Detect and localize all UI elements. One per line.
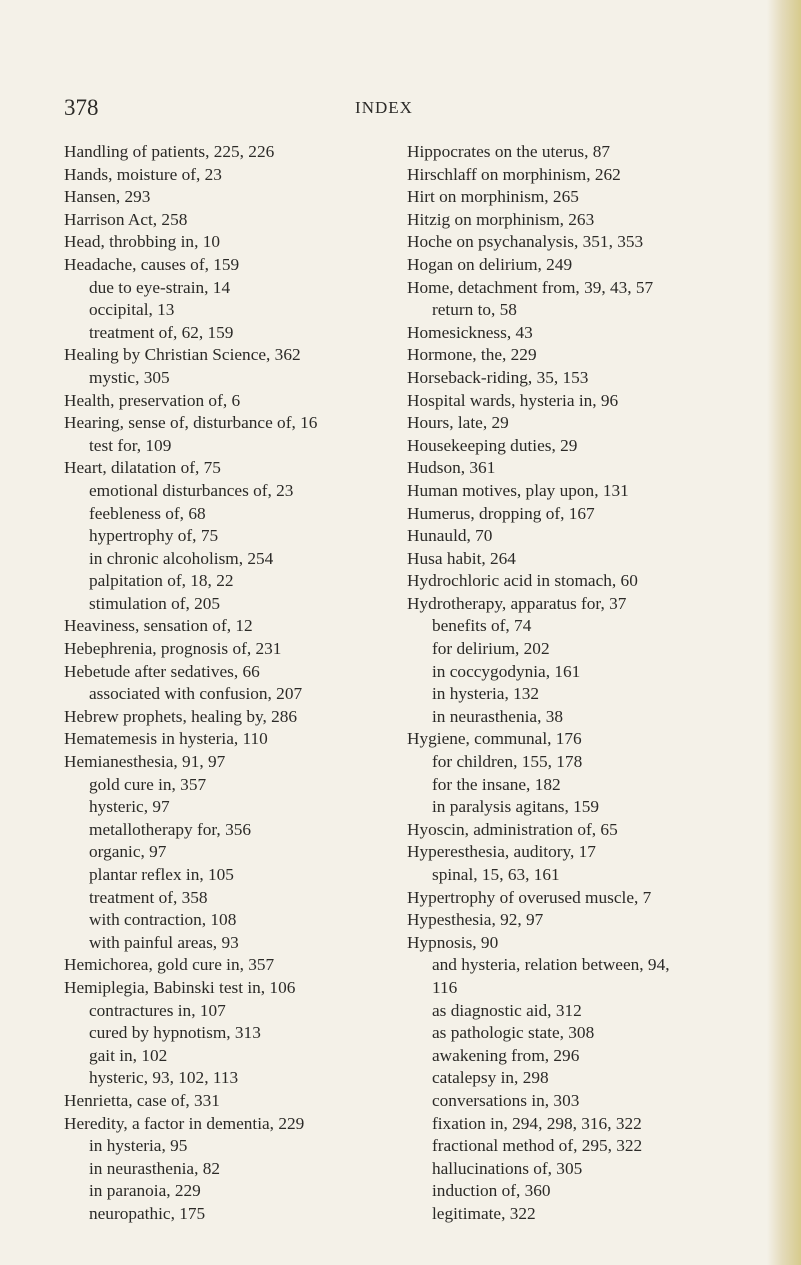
index-entry: Homesickness, 43 [407,322,533,342]
index-entry: Hygiene, communal, 176 [407,729,582,749]
index-subentry: with contraction, 108 [89,910,237,930]
index-subentry: in paralysis agitans, 159 [432,797,600,817]
index-entry: Handling of patients, 225, 226 [64,142,275,161]
index-subentry: in hysteria, 132 [432,684,540,704]
index-entry: Heaviness, sensation of, 12 [64,616,253,636]
index-entry: Husa habit, 264 [407,548,516,568]
index-entry: Hydrochloric acid in stomach, 60 [407,571,638,591]
index-entry: Hours, late, 29 [407,413,509,433]
index-entry: Healing by Christian Science, 362 [64,345,301,365]
index-entry: Hoche on psychanalysis, 351, 353 [407,232,644,252]
index-entry: Hands, moisture of, 23 [64,164,222,184]
index-entry: Hearing, sense of, disturbance of, 16 [64,413,318,433]
running-title: INDEX [355,98,413,117]
index-subentry: in paranoia, 229 [89,1181,201,1201]
index-entry: Hebephrenia, prognosis of, 231 [64,639,282,659]
index-subentry: metallotherapy for, 356 [89,819,251,839]
index-subentry: palpitation of, 18, 22 [89,571,234,591]
index-entry: Housekeeping duties, 29 [407,435,578,455]
index-entry: Heart, dilatation of, 75 [64,458,221,478]
index-subentry: gold cure in, 357 [89,774,207,794]
index-subentry: hallucinations of, 305 [432,1158,583,1178]
index-subentry: in hysteria, 95 [89,1136,188,1156]
index-entry: Heredity, a factor in dementia, 229 [64,1113,305,1133]
index-entry: Hirschlaff on morphinism, 262 [407,164,621,184]
index-entry: Hudson, 361 [407,458,496,478]
index-subentry: treatment of, 358 [89,887,208,907]
index-subentry: benefits of, 74 [432,616,532,636]
index-subentry: contractures in, 107 [89,1000,226,1020]
index-entry: Hippocrates on the uterus, 87 [407,142,611,161]
index-subentry: emotional disturbances of, 23 [89,480,294,500]
index-subentry: fixation in, 294, 298, 316, 322 [432,1113,642,1133]
index-subentry: cured by hypnotism, 313 [89,1023,261,1043]
index-subentry: return to, 58 [432,300,517,320]
index-subentry: organic, 97 [89,842,167,862]
index-subentry: with painful areas, 93 [89,932,239,952]
index-subentry: and hysteria, relation between, 94, [432,955,670,975]
index-entry: Hebrew prophets, healing by, 286 [64,706,298,726]
index-subentry: occipital, 13 [89,300,175,320]
index-entry: Humerus, dropping of, 167 [407,503,595,523]
index-entry: Hypnosis, 90 [407,932,499,952]
index-subentry: as pathologic state, 308 [432,1023,595,1043]
index-entry: Horseback-riding, 35, 153 [407,367,589,387]
index-entry: Hebetude after sedatives, 66 [64,661,260,681]
index-subentry: catalepsy in, 298 [432,1068,549,1088]
index-column-left [64,141,404,1226]
index-entry: Hospital wards, hysteria in, 96 [407,390,619,410]
index-subentry: associated with confusion, 207 [89,684,303,704]
page-number: 378 [64,95,99,120]
index-subentry: stimulation of, 205 [89,593,221,613]
index-subentry: mystic, 305 [89,367,170,387]
index-entry: Human motives, play upon, 131 [407,480,629,500]
index-subentry: for children, 155, 178 [432,752,583,772]
index-subentry: awakening from, 296 [432,1045,580,1065]
index-entry: Health, preservation of, 6 [64,390,241,410]
index-subentry: 116 [432,977,458,997]
index-column-right [407,141,747,1226]
index-subentry: in coccygodynia, 161 [432,661,581,681]
index-entry: Hogan on delirium, 249 [407,254,573,274]
index-subentry: for the insane, 182 [432,774,561,794]
index-subentry: in chronic alcoholism, 254 [89,548,274,568]
index-subentry: due to eye-strain, 14 [89,277,231,297]
index-subentry: induction of, 360 [432,1181,551,1201]
index-entry: Hypertrophy of overused muscle, 7 [407,887,652,907]
page-header [64,94,704,124]
index-entry: Home, detachment from, 39, 43, 57 [407,277,654,297]
index-entry: Hyoscin, administration of, 65 [407,819,618,839]
index-entry: Hematemesis in hysteria, 110 [64,729,268,749]
index-subentry: conversations in, 303 [432,1090,580,1110]
index-subentry: hysteric, 93, 102, 113 [89,1068,239,1088]
index-subentry: spinal, 15, 63, 161 [432,865,560,884]
index-subentry: feebleness of, 68 [89,503,206,523]
index-subentry: test for, 109 [89,435,172,455]
index-entry: Hemiplegia, Babinski test in, 106 [64,977,296,997]
index-subentry: in neurasthenia, 82 [89,1158,221,1178]
index-entry: Hemianesthesia, 91, 97 [64,752,226,772]
index-entry: Hirt on morphinism, 265 [407,187,579,207]
index-entry: Headache, causes of, 159 [64,254,240,274]
index-entry: Harrison Act, 258 [64,209,188,229]
index-entry: Hypesthesia, 92, 97 [407,910,544,930]
index-subentry: neuropathic, 175 [89,1203,206,1223]
index-entry: Hansen, 293 [64,187,151,207]
index-subentry: as diagnostic aid, 312 [432,1000,582,1020]
index-subentry: for delirium, 202 [432,639,550,659]
index-entry: Hyperesthesia, auditory, 17 [407,842,596,862]
page-edge [767,0,801,1265]
index-subentry: in neurasthenia, 38 [432,706,564,726]
index-entry: Head, throbbing in, 10 [64,232,220,252]
index-subentry: fractional method of, 295, 322 [432,1136,643,1156]
index-subentry: gait in, 102 [89,1045,168,1065]
index-entry: Hitzig on morphinism, 263 [407,209,595,229]
index-subentry: legitimate, 322 [432,1203,536,1223]
index-entry: Henrietta, case of, 331 [64,1090,220,1110]
index-entry: Hormone, the, 229 [407,345,537,365]
index-entry: Hemichorea, gold cure in, 357 [64,955,275,975]
index-subentry: plantar reflex in, 105 [89,865,234,884]
index-subentry: hysteric, 97 [89,797,170,817]
index-entry: Hunauld, 70 [407,526,493,546]
index-entry: Hydrotherapy, apparatus for, 37 [407,593,627,613]
index-subentry: treatment of, 62, 159 [89,322,234,342]
index-subentry: hypertrophy of, 75 [89,526,219,546]
